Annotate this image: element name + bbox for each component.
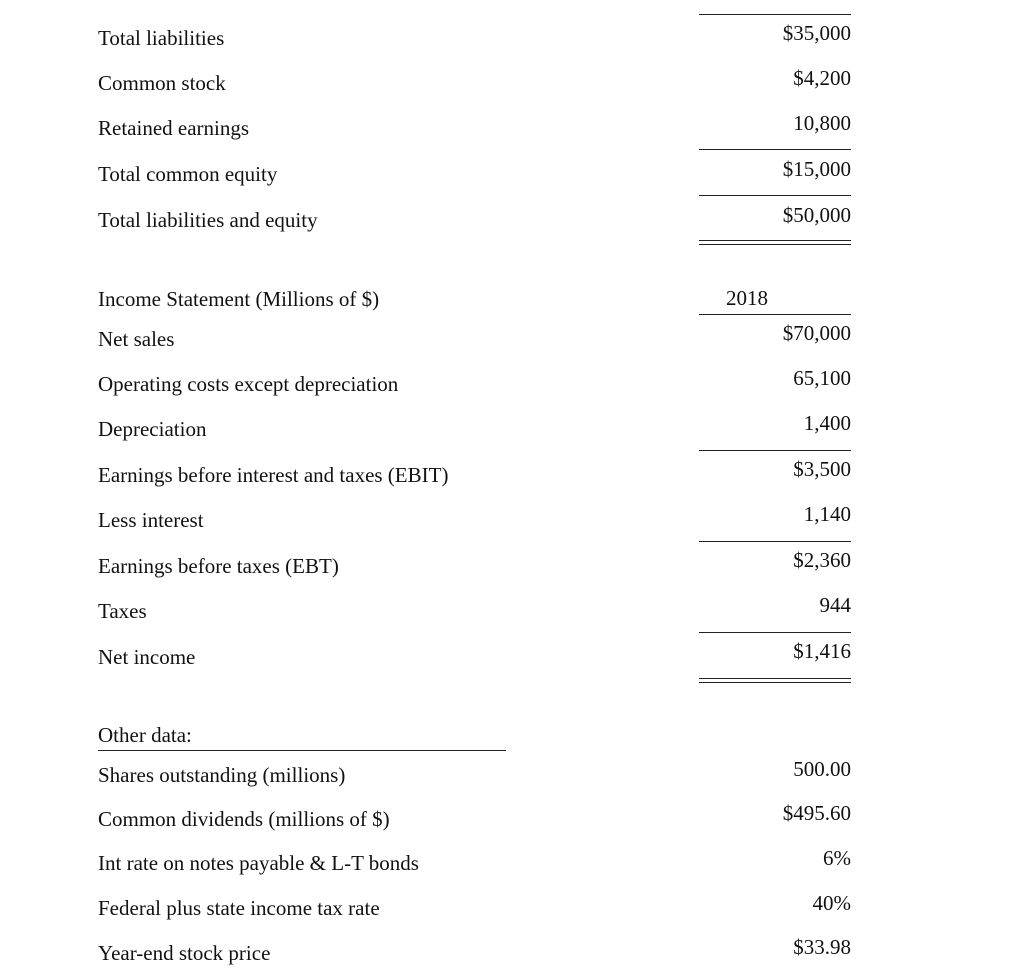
row-label-shares-outstanding: Shares outstanding (millions) [98,763,346,787]
row-label-taxes: Taxes [98,599,147,623]
rule-above-total-common-equity [699,149,851,150]
rule-under-other-data [98,750,506,751]
row-value-operating-costs: 65,100 [793,366,851,390]
row-value-less-interest: 1,140 [803,502,851,526]
row-value-stock-price: $33.98 [793,935,851,959]
row-value-common-dividends: $495.60 [782,801,851,825]
row-value-ebt: $2,360 [793,548,851,572]
row-label-retained-earnings: Retained earnings [98,116,250,140]
row-label-common-stock: Common stock [98,71,226,95]
rule-under-year [699,314,851,315]
row-value-total-common-equity: $15,000 [782,157,851,181]
row-value-retained-earnings: 10,800 [793,111,851,135]
rule-above-total-liabilities-equity [699,195,851,196]
income-statement-title: Income Statement (Millions of $) [98,287,380,311]
rule-above-ebit [699,450,851,451]
row-label-less-interest: Less interest [98,508,204,532]
row-value-shares-outstanding: 500.00 [793,757,851,781]
other-data-title: Other data: [98,723,192,747]
row-value-depreciation: 1,400 [803,411,851,435]
rule-above-total-liabilities [699,14,851,15]
row-label-common-dividends: Common dividends (millions of $) [98,807,390,831]
row-label-tax-rate: Federal plus state income tax rate [98,896,380,920]
row-label-stock-price: Year-end stock price [98,941,271,965]
double-rule-total-liabilities-equity [699,240,851,245]
row-label-operating-costs: Operating costs except depreciation [98,372,399,396]
rule-above-ebt [699,541,851,542]
row-value-common-stock: $4,200 [793,66,851,90]
row-value-taxes: 944 [819,593,851,617]
row-value-tax-rate: 40% [812,891,851,915]
income-statement-year: 2018 [726,286,768,310]
row-label-total-common-equity: Total common equity [98,162,278,186]
row-label-net-income: Net income [98,645,196,669]
row-label-ebt: Earnings before taxes (EBT) [98,554,339,578]
rule-above-net-income [699,632,851,633]
double-rule-net-income [699,678,851,683]
row-value-net-income: $1,416 [793,639,851,663]
row-label-ebit: Earnings before interest and taxes (EBIT) [98,463,449,487]
row-label-net-sales: Net sales [98,327,175,351]
row-label-interest-rate: Int rate on notes payable & L-T bonds [98,851,419,875]
row-value-total-liabilities-equity: $50,000 [782,203,851,227]
row-label-total-liabilities-equity: Total liabilities and equity [98,208,318,232]
row-value-ebit: $3,500 [793,457,851,481]
row-value-net-sales: $70,000 [782,321,851,345]
row-label-total-liabilities: Total liabilities [98,26,225,50]
row-label-depreciation: Depreciation [98,417,207,441]
row-value-total-liabilities: $35,000 [782,21,851,45]
row-value-interest-rate: 6% [823,846,851,870]
